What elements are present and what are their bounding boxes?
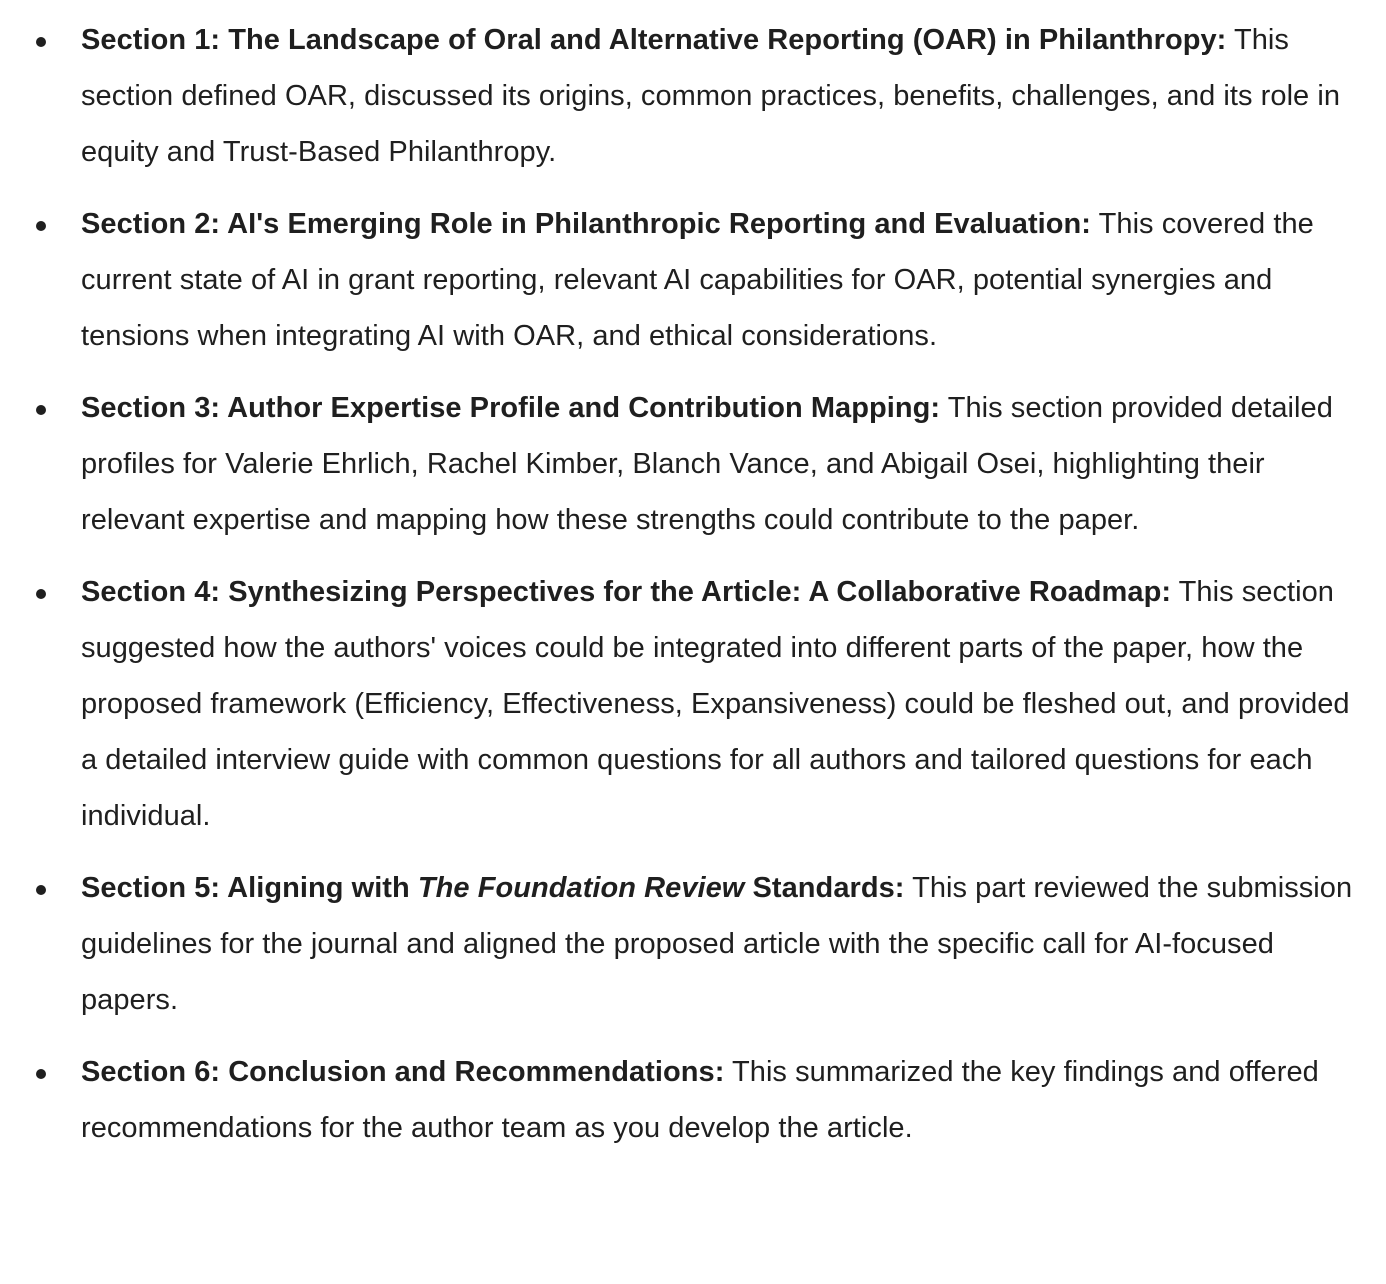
section-heading: Section 3: Author Expertise Profile and Contribution Mapping: <box>81 392 941 424</box>
section-heading-prefix: Section 5: Aligning with <box>81 872 418 904</box>
section-heading-suffix: Standards: <box>744 872 905 904</box>
bullet-icon <box>36 885 46 895</box>
list-item-section-2 <box>0 196 1386 364</box>
section-heading: Section 6: Conclusion and Recommendations: <box>81 1056 725 1088</box>
list-item-section-6 <box>0 1044 1386 1156</box>
section-description: This summarized the key findings and offered recommendations for the author team as you develop the article. <box>81 1056 1319 1144</box>
journal-title: The Foundation Review <box>417 872 745 904</box>
list-item-section-5 <box>0 860 1386 1028</box>
section-description: This section defined OAR, discussed its origins, common practices, benefits, challenges, and its role in equity and Trust-Based Philanthropy. <box>81 24 1341 168</box>
section-heading: Section 2: AI's Emerging Role in Philanthropic Reporting and Evaluation: <box>81 208 1092 240</box>
list-item-section-1 <box>0 12 1386 180</box>
section-description: This part reviewed the submission guidelines for the journal and aligned the proposed article with the specific call for AI-focused papers. <box>81 872 1353 1016</box>
bullet-icon <box>36 405 46 415</box>
bullet-icon <box>36 221 46 231</box>
section-description: This section provided detailed profiles for Valerie Ehrlich, Rachel Kimber, Blanch Vance, and Abigail Osei, highlighting their relevant expertise and mapping how these strengths could contribute to the paper. <box>81 392 1333 536</box>
bullet-icon <box>36 37 46 47</box>
bullet-icon <box>36 589 46 599</box>
section-heading: Section 1: The Landscape of Oral and Alternative Reporting (OAR) in Philanthropy: <box>81 24 1227 56</box>
bullet-icon <box>36 1069 46 1079</box>
list-item-section-4 <box>0 564 1386 844</box>
section-heading: Section 4: Synthesizing Perspectives for the Article: A Collaborative Roadmap: <box>81 576 1172 608</box>
section-description: This covered the current state of AI in grant reporting, relevant AI capabilities for OAR, potential synergies and tensions when integrating AI with OAR, and ethical considerations. <box>81 208 1314 352</box>
list-item-section-3 <box>0 380 1386 548</box>
section-heading <box>81 872 905 904</box>
section-description: This section suggested how the authors' voices could be integrated into different parts of the paper, how the proposed framework (Efficiency, Effectiveness, Expansiveness) could be fleshed out, and provided a detailed interview guide with common questions for all authors and tailored questions for each individual. <box>81 576 1350 832</box>
